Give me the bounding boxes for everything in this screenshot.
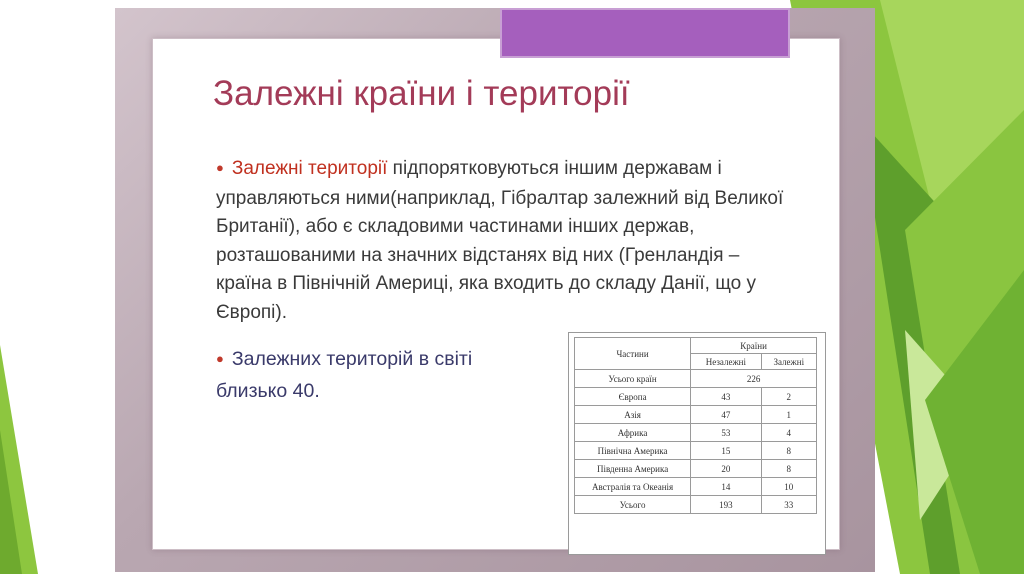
header-countries: Країни [691,338,817,354]
total-countries-label: Усього країн [575,370,691,388]
table-row [575,388,817,406]
cell-independent: 15 [691,442,761,460]
cell-dependent: 4 [761,424,816,442]
bullet-1-text: підпорятковуються іншим державам і управляються ними(наприклад, Гібралтар залежний від Великої Британії), або є складовими частинами інших держав, розташованими на значних відстанях від них (Гренландія – країна в Північній Америці, яка входить до складу Данії, що у Європі). [216,158,784,323]
header-parts: Частини [575,338,691,370]
table-row [575,370,817,388]
table-row [575,478,817,496]
cell-independent: 193 [691,496,761,514]
highlight-term: Залежні території [231,158,388,179]
bullet-paragraph-1 [216,155,786,327]
cell-dependent: 10 [761,478,816,496]
cell-independent: 43 [691,388,761,406]
cell-dependent: 2 [761,388,816,406]
cell-independent: 20 [691,460,761,478]
cell-independent: 53 [691,424,761,442]
cell-dependent: 8 [761,442,816,460]
bullet-2-text: Залежних територій в світі [231,348,473,370]
slide-title: Залежні країни і території [213,74,630,113]
cell-dependent: 1 [761,406,816,424]
cell-part: Північна Америка [575,442,691,460]
cell-part: Південна Америка [575,460,691,478]
table-row [575,442,817,460]
bullet-paragraph-2 [216,344,576,406]
bullet-icon: ● [216,160,224,175]
bullet-2-continuation: близько 40. [216,380,320,402]
cell-part: Європа [575,388,691,406]
cell-part: Усього [575,496,691,514]
header-dependent: Залежні [761,354,816,370]
bullet-icon: ● [216,351,224,366]
cell-part: Азія [575,406,691,424]
cell-independent: 47 [691,406,761,424]
table-row [575,406,817,424]
countries-table [574,337,817,514]
cell-dependent: 33 [761,496,816,514]
table-row [575,496,817,514]
cell-part: Африка [575,424,691,442]
table-row [575,460,817,478]
cell-part: Австралія та Океанія [575,478,691,496]
table-row [575,424,817,442]
total-countries-value: 226 [691,370,817,388]
header-independent: Незалежні [691,354,761,370]
accent-tab [500,8,790,58]
cell-dependent: 8 [761,460,816,478]
cell-independent: 14 [691,478,761,496]
